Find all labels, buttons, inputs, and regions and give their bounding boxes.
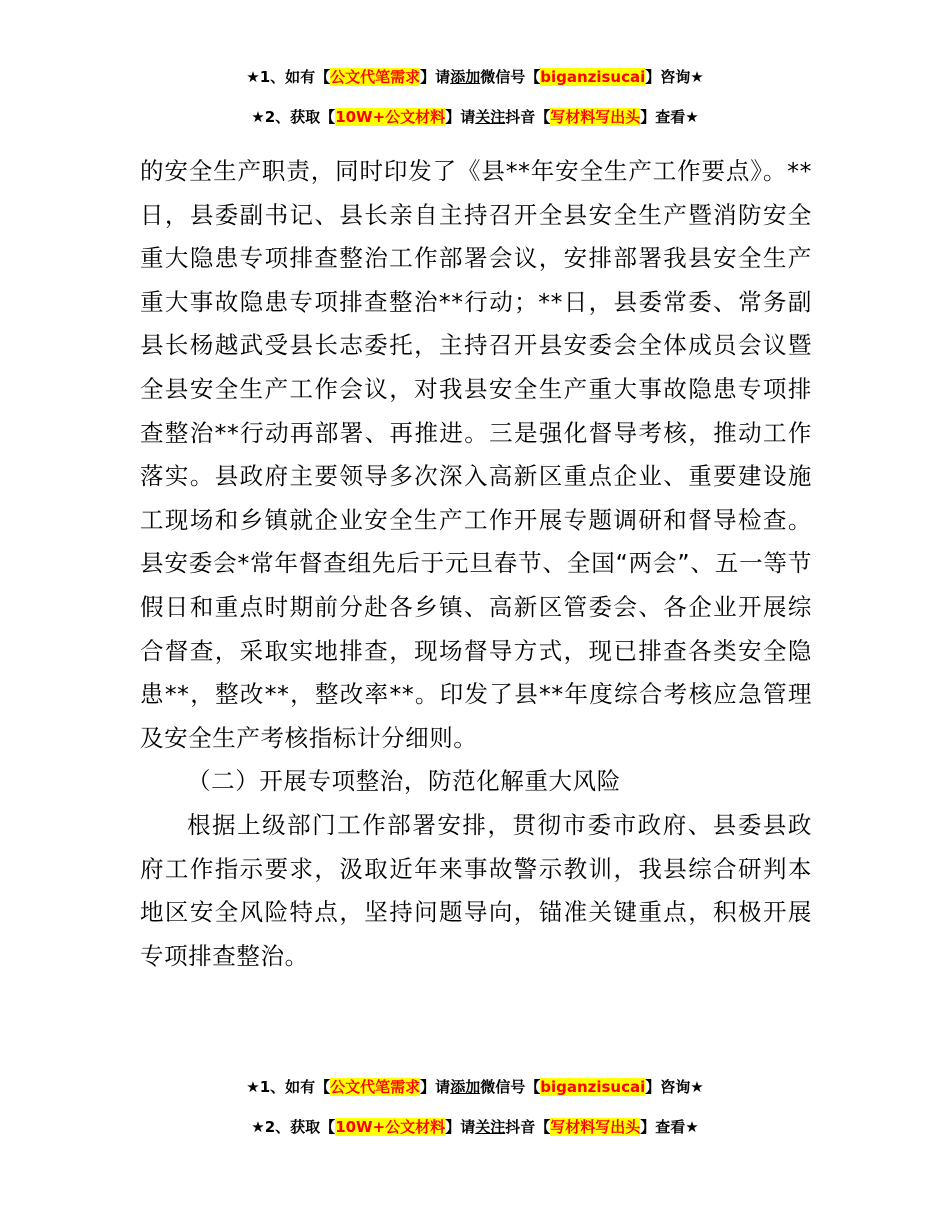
footer-notice-line-2	[0, 1116, 950, 1138]
footer-line1-mid2: 微信号【	[480, 1078, 541, 1096]
footer-line1-highlight-service: 公文代笔需求	[330, 1078, 421, 1096]
footer-notice	[0, 1076, 950, 1138]
footer-line2-mid1: 】请	[445, 1118, 476, 1136]
footer-line2-highlight-materials: 10W+公文材料	[335, 1118, 446, 1136]
footer-line2-underlined: 关注	[475, 1118, 506, 1136]
footer-line1-mid1: 】请	[420, 1078, 451, 1096]
header-line1-mid2: 微信号【	[480, 68, 541, 86]
header-line2-mid2: 抖音【	[505, 108, 551, 126]
footer-line2-prefix: ★2、获取【	[251, 1118, 336, 1136]
footer-line1-underlined: 添加	[450, 1078, 481, 1096]
footer-line1-prefix: ★1、如有【	[246, 1078, 331, 1096]
footer-line2-mid2: 抖音【	[505, 1118, 551, 1136]
header-notice-line-2	[0, 106, 950, 128]
footer-line2-suffix: 】查看★	[640, 1118, 699, 1136]
header-line2-mid1: 】请	[445, 108, 476, 126]
header-line2-underlined: 关注	[475, 108, 506, 126]
header-line2-prefix: ★2、获取【	[251, 108, 336, 126]
header-line1-prefix: ★1、如有【	[246, 68, 331, 86]
header-line1-highlight-wechat: biganzisucai	[540, 68, 646, 86]
document-body	[140, 150, 812, 978]
footer-line1-highlight-wechat: biganzisucai	[540, 1078, 646, 1096]
footer-notice-line-1	[0, 1076, 950, 1098]
header-notice-line-1	[0, 66, 950, 88]
section-heading-2: （二）开展专项整治，防范化解重大风险	[187, 767, 621, 796]
header-line2-suffix: 】查看★	[640, 108, 699, 126]
header-line1-underlined: 添加	[450, 68, 481, 86]
header-notice	[0, 66, 950, 128]
header-line2-highlight-douyin: 写材料写出头	[550, 108, 641, 126]
header-line1-mid1: 】请	[420, 68, 451, 86]
body-paragraph-1: 的安全生产职责，同时印发了《县**年安全生产工作要点》。**日，县委副书记、县长亲自主持召开全县安全生产暨消防安全重大隐患专项排查整治工作部署会议，安排部署我县安全生产重大事故隐患专项排查整治**行动；**日，县委常委、常务副县长杨越武受县长志委托，主持召开县安委会全体成员会议暨全县安全生产工作会议，对我县安全生产重大事故隐患专项排查整治**行动再部署、再推进。三是强化督导考核，推动工作落实。县政府主要领导多次深入高新区重点企业、重要建设施工现场和乡镇就企业安全生产工作开展专题调研和督导检查。县安委会*常年督查组先后于元旦春节、全国“两会”、五一等节假日和重点时期前分赴各乡镇、高新区管委会、各企业开展综合督查，采取实地排查，现场督导方式，现已排查各类安全隐患**，整改**，整改率**。印发了县**年度综合考核应急管理及安全生产考核指标计分细则。	[140, 157, 812, 752]
header-line2-highlight-materials: 10W+公文材料	[335, 108, 446, 126]
header-line1-suffix: 】咨询★	[645, 68, 704, 86]
header-line1-highlight-service: 公文代笔需求	[330, 68, 421, 86]
footer-line1-suffix: 】咨询★	[645, 1078, 704, 1096]
body-paragraph-2: 根据上级部门工作部署安排，贯彻市委市政府、县委县政府工作指示要求，汲取近年来事故警示教训，我县综合研判本地区安全风险特点，坚持问题导向，锚准关键重点，积极开展专项排查整治。	[140, 810, 812, 970]
footer-line2-highlight-douyin: 写材料写出头	[550, 1118, 641, 1136]
